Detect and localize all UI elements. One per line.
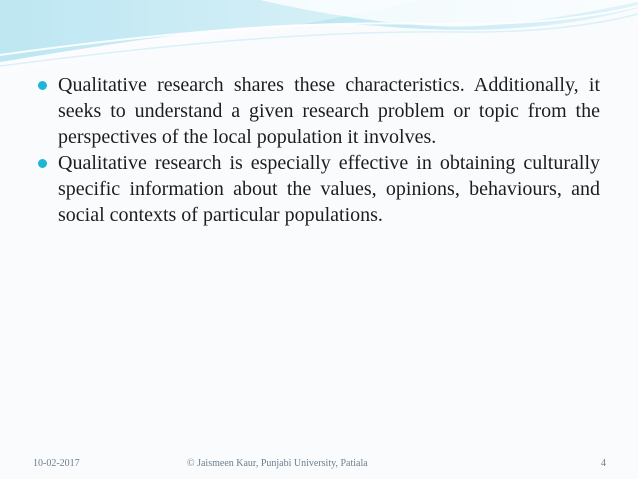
bullet-dot-icon (38, 159, 47, 168)
page-number: 4 (601, 458, 606, 469)
bullet-item (38, 150, 600, 228)
header-wave-decoration (0, 0, 638, 80)
bullet-text: Qualitative research is especially effective in obtaining culturally specific information about the values, opinions, behaviours, and social contexts of particular populations. (58, 152, 600, 226)
bullet-dot-icon (38, 81, 47, 90)
bullet-item (38, 72, 600, 150)
bullet-list (38, 72, 600, 228)
footer-credit: © Jaismeen Kaur, Punjabi University, Patiala (187, 458, 368, 469)
footer-date: 10-02-2017 (33, 458, 80, 469)
bullet-text: Qualitative research shares these characteristics. Additionally, it seeks to understand a given research problem or topic from the perspectives of the local population it involves. (58, 74, 600, 148)
